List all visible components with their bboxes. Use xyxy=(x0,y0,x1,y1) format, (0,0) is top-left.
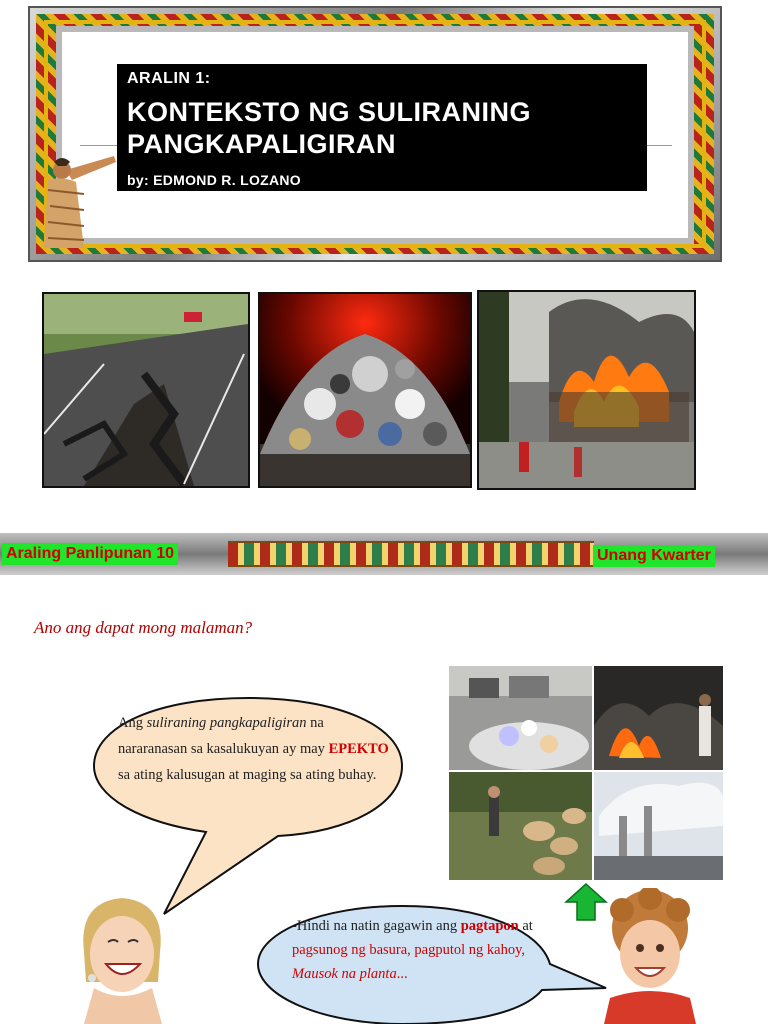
left-bubble-term: suliraning pangkapaligiran xyxy=(146,715,307,731)
earthquake-road-photo xyxy=(42,292,250,488)
quarter-label: Unang Kwarter xyxy=(593,545,715,567)
subject-label: Araling Panlipunan 10 xyxy=(2,543,178,565)
title-box xyxy=(117,64,647,191)
lesson-title xyxy=(127,96,531,160)
question-heading: Ano ang dapat mong malaman? xyxy=(34,618,253,637)
lesson-title-line1: KONTEKSTO NG SULIRANING xyxy=(127,97,532,127)
right-bubble-part3: at xyxy=(518,918,533,934)
right-bubble-planta: Mausok na planta xyxy=(292,966,397,982)
lesson-number: ARALIN 1: xyxy=(127,70,211,87)
right-bubble-pagsunog: pagsunog ng basura, xyxy=(292,942,411,958)
right-bubble-ellipsis: ... xyxy=(396,966,408,982)
garbage-pile-photo xyxy=(258,292,472,488)
left-bubble-part3: na nararanasan sa kasalukuyan ay may xyxy=(118,715,329,757)
right-bubble-text xyxy=(292,914,554,986)
left-bubble-effect: EPEKTO xyxy=(328,741,389,757)
right-bubble-part1: -Hindi na natin gagawin ang xyxy=(292,918,461,934)
banner-decorative-pattern xyxy=(228,541,594,567)
author-credit: by: EDMOND R. LOZANO xyxy=(127,172,301,188)
boy-smiling-illustration xyxy=(600,888,700,1024)
house-fire-photo xyxy=(477,290,696,490)
left-bubble-text xyxy=(118,710,393,788)
left-bubble-part5: sa ating kalusugan at maging sa ating buhay. xyxy=(118,767,377,783)
left-bubble-part1: Ang xyxy=(118,715,147,731)
right-bubble-pagputol: pagputol ng kahoy, xyxy=(410,942,526,958)
pointing-person-illustration xyxy=(36,150,116,250)
lesson-title-line2: PANGKAPALIGIRAN xyxy=(127,129,396,159)
right-bubble-pagtapon: pagtapon xyxy=(460,918,519,934)
pollution-collage xyxy=(449,666,723,880)
girl-laughing-illustration xyxy=(78,892,166,1024)
